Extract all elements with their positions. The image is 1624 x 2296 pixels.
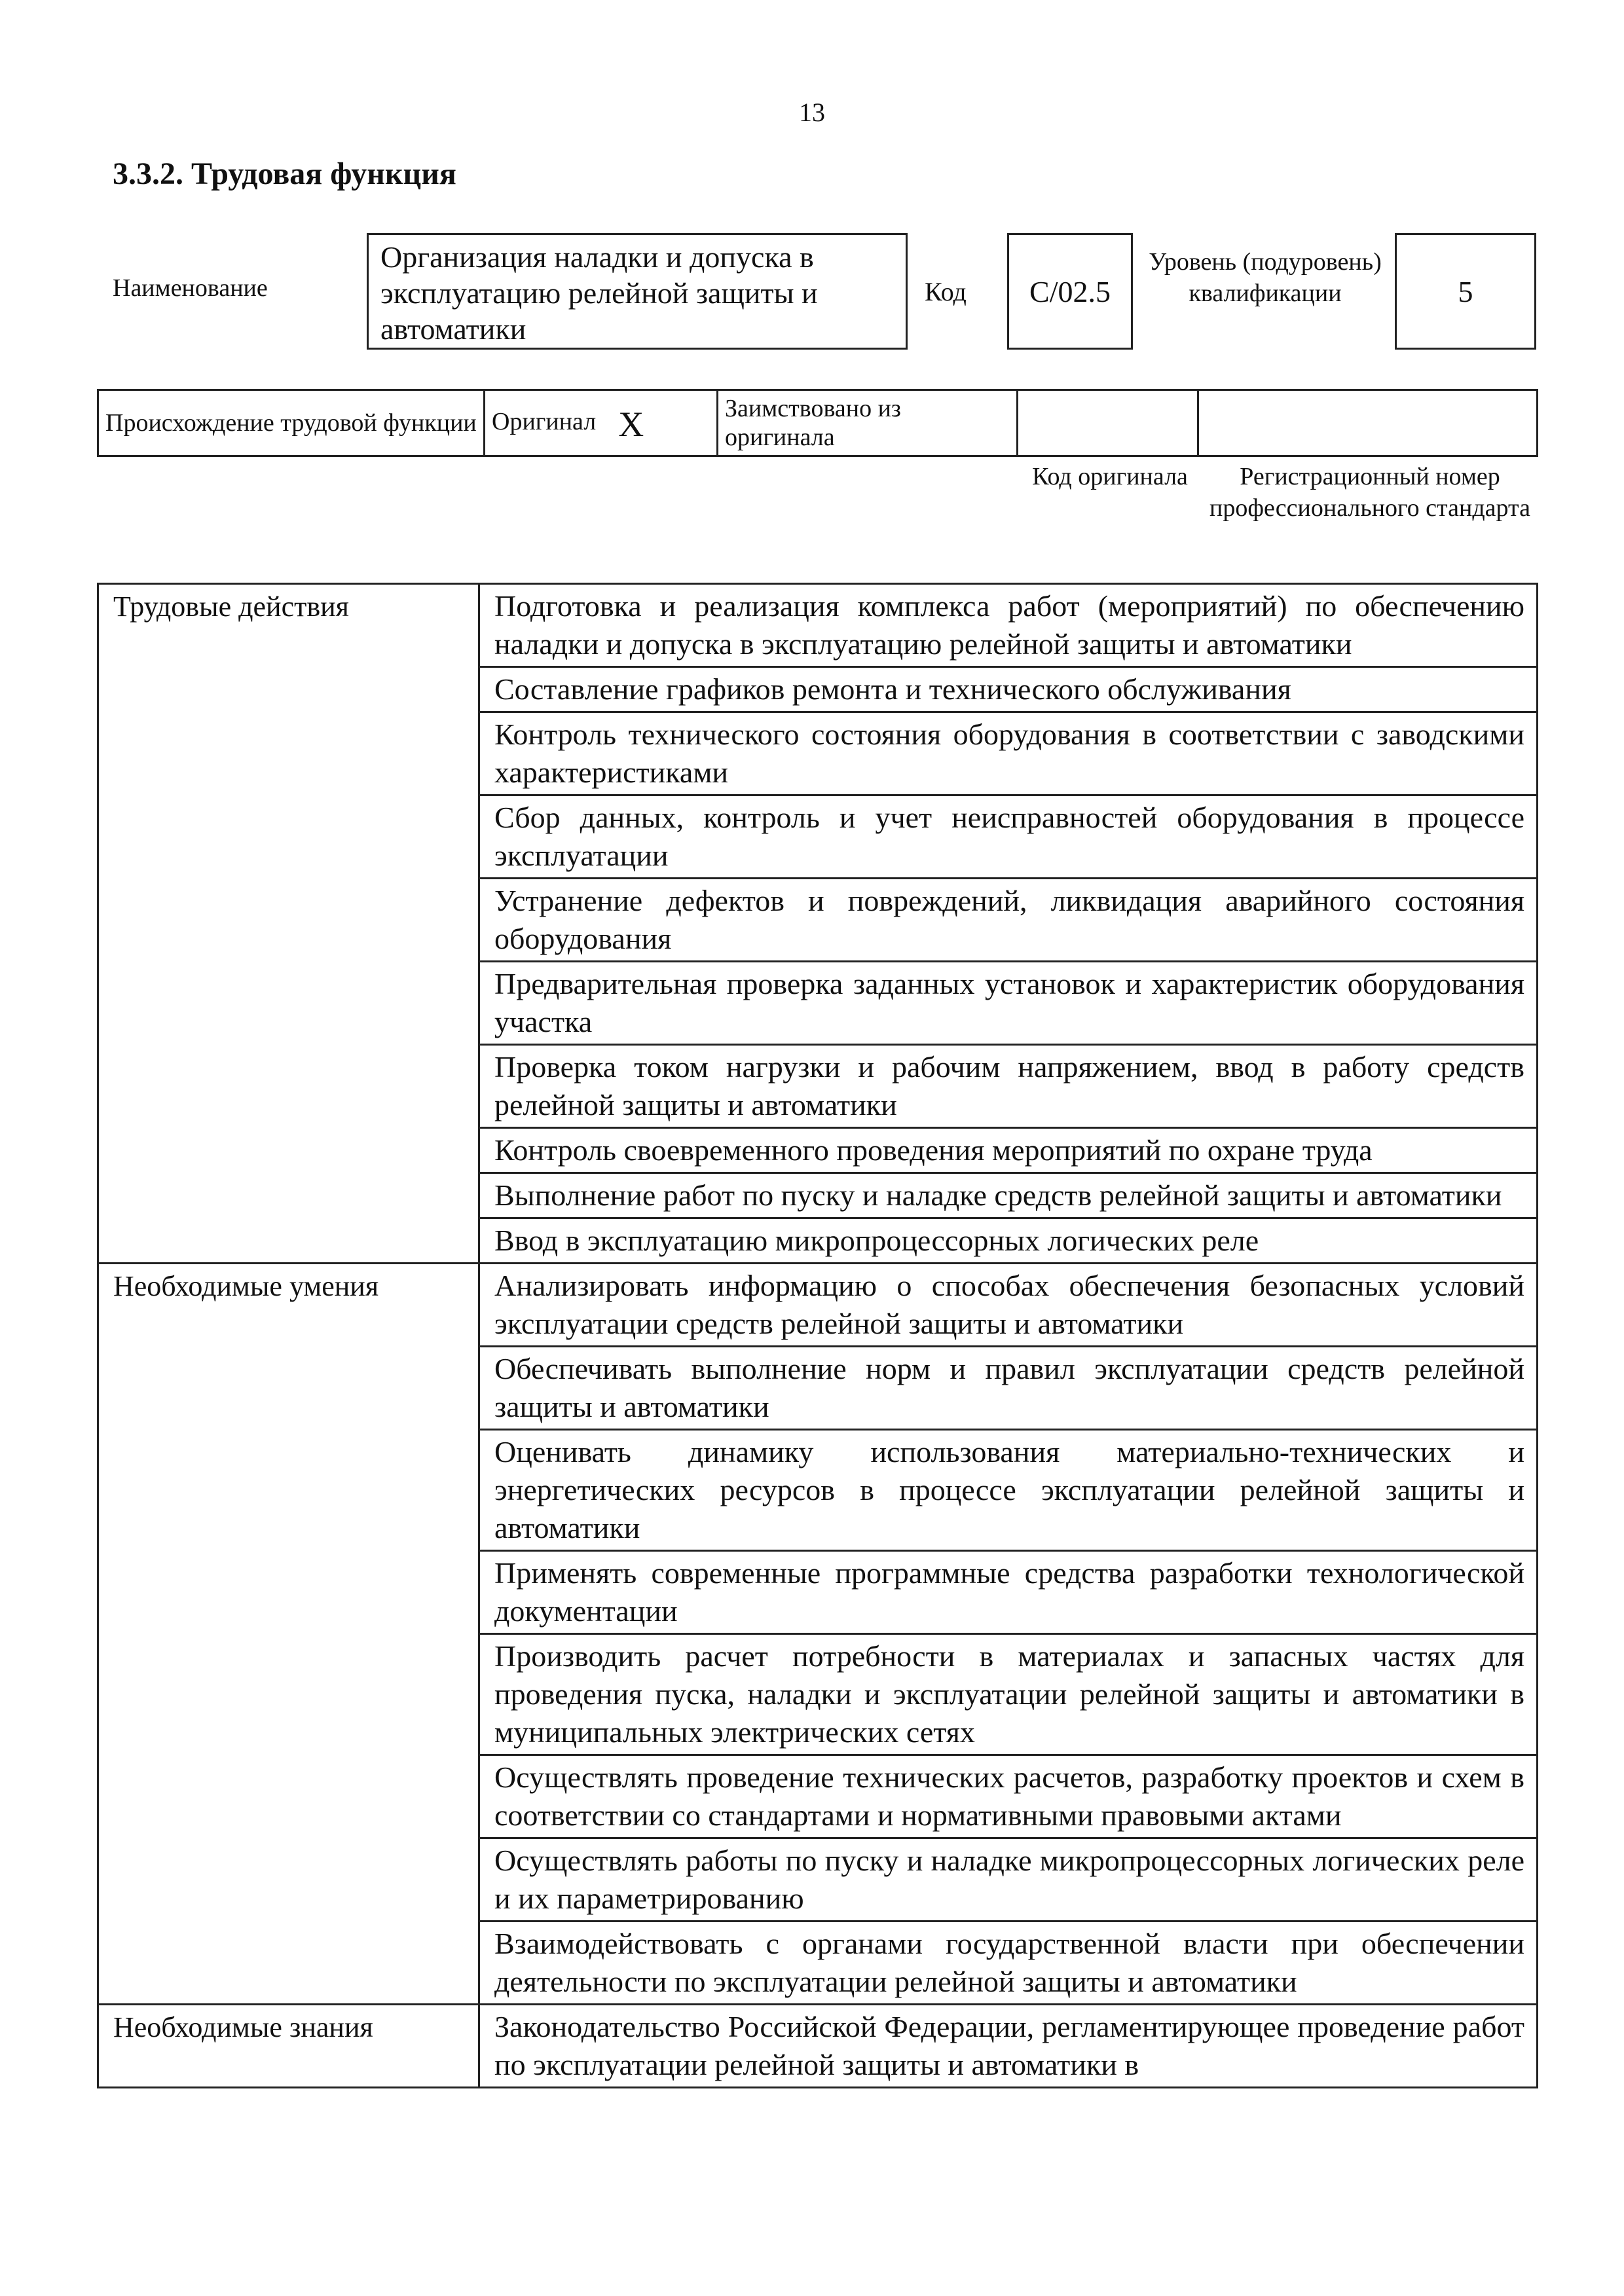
item-cell: Устранение дефектов и повреждений, ликвидация аварийного состояния оборудования (479, 879, 1538, 962)
code-label: Код (925, 277, 967, 306)
item-cell: Взаимодействовать с органами государственной власти при обеспечении деятельности по эксплуатации релейной защиты и автоматики (479, 1922, 1538, 2005)
function-code-value: C/02.5 (1029, 274, 1111, 308)
item-cell: Проверка током нагрузки и рабочим напряжением, ввод в работу средств релейной защиты и автоматики (479, 1045, 1538, 1128)
table-row (98, 2005, 1538, 2088)
category-cell: Необходимые знания (98, 2005, 479, 2088)
item-cell: Контроль технического состояния оборудования в соответствии с заводскими характеристиками (479, 712, 1538, 795)
item-cell: Сбор данных, контроль и учет неисправностей оборудования в процессе эксплуатации (479, 795, 1538, 879)
level-label: Уровень (подуровень) квалификации (1149, 248, 1382, 307)
category-cell: Трудовые действия (98, 584, 479, 1264)
function-details-table (97, 583, 1538, 2088)
item-cell: Выполнение работ по пуску и наладке средств релейной защиты и автоматики (479, 1173, 1538, 1218)
item-cell: Оценивать динамику использования материально-технических и энергетических ресурсов в процессе эксплуатации релейной защиты и автоматики (479, 1430, 1538, 1551)
item-cell: Обеспечивать выполнение норм и правил эксплуатации средств релейной защиты и автоматики (479, 1347, 1538, 1430)
page-number: 13 (799, 98, 825, 127)
original-code-cell (1018, 390, 1198, 456)
origin-table (97, 389, 1538, 457)
function-name-box: Организация наладки и допуска в эксплуатацию релейной защиты и автоматики (367, 233, 908, 350)
original-mark: X (618, 404, 644, 444)
item-cell: Предварительная проверка заданных установок и характеристик оборудования участка (479, 962, 1538, 1045)
item-cell: Осуществлять проведение технических расчетов, разработку проектов и схем в соответствии со стандартами и нормативными правовыми актами (479, 1755, 1538, 1838)
category-cell: Необходимые умения (98, 1264, 479, 2005)
level-box (1395, 233, 1536, 350)
reg-number-cell (1198, 390, 1538, 456)
original-cell (485, 390, 718, 456)
origin-label: Происхождение трудовой функции (98, 390, 485, 456)
item-cell: Составление графиков ремонта и технического обслуживания (479, 667, 1538, 712)
borrowed-label: Заимствовано из оригинала (718, 390, 1018, 456)
table-row (98, 1264, 1538, 1347)
item-cell: Законодательство Российской Федерации, регламентирующее проведение работ по эксплуатации релейной защиты и автоматики в (479, 2005, 1538, 2088)
function-code-box (1007, 233, 1133, 350)
original-label: Оригинал (492, 408, 597, 436)
item-cell: Ввод в эксплуатацию микропроцессорных логических реле (479, 1218, 1538, 1264)
reg-number-caption: Регистрационный номер профессионального стандарта (1209, 463, 1530, 522)
item-cell: Анализировать информацию о способах обеспечения безопасных условий эксплуатации средств релейной защиты и автоматики (479, 1264, 1538, 1347)
original-code-caption: Код оригинала (1032, 463, 1188, 490)
item-cell: Контроль своевременного проведения мероприятий по охране труда (479, 1128, 1538, 1173)
item-cell: Производить расчет потребности в материалах и запасных частях для проведения пуска, наладки и эксплуатации релейной защиты и автоматики в муниципальных электрических сетях (479, 1634, 1538, 1755)
item-cell: Осуществлять работы по пуску и наладке микропроцессорных логических реле и их параметрированию (479, 1838, 1538, 1922)
table-row (98, 584, 1538, 667)
item-cell: Применять современные программные средства разработки технологической документации (479, 1551, 1538, 1634)
section-title: 3.3.2. Трудовая функция (113, 156, 456, 191)
level-value: 5 (1458, 274, 1473, 308)
item-cell: Подготовка и реализация комплекса работ (мероприятий) по обеспечению наладки и допуска в эксплуатацию релейной защиты и автоматики (479, 584, 1538, 667)
name-label: Наименование (113, 274, 268, 302)
